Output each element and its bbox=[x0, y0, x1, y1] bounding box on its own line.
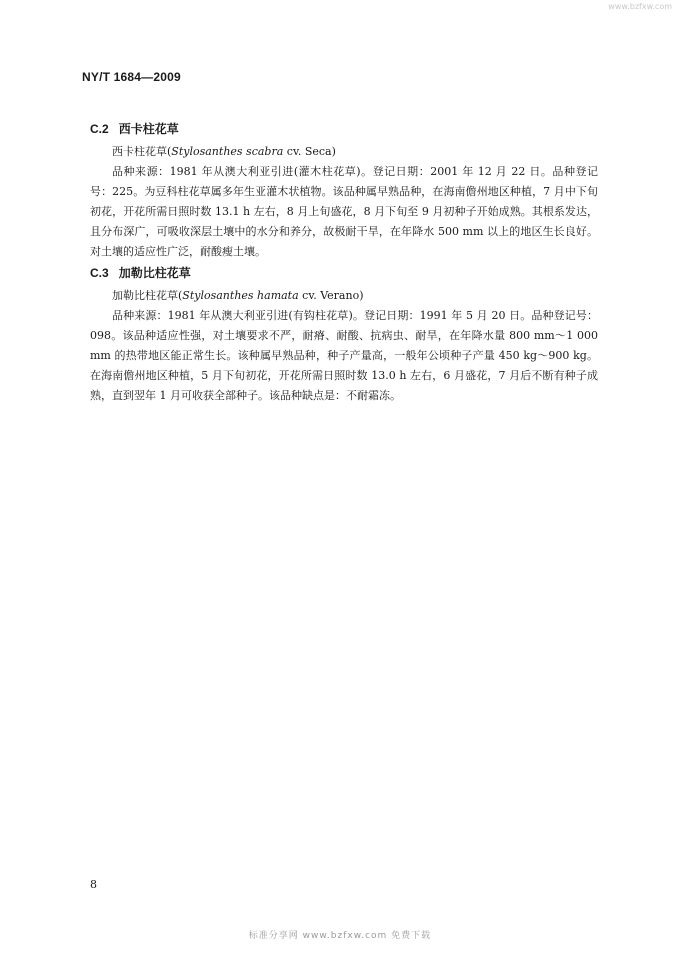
page-number: 8 bbox=[90, 878, 97, 891]
section-title: 西卡柱花草 bbox=[118, 122, 179, 136]
section-title: 加勒比柱花草 bbox=[118, 266, 191, 280]
variety-description: 品种来源：1981 年从澳大利亚引进(灌木柱花草)。登记日期：2001 年 12 月 22 日。品种登记号：225。为豆科柱花草属多年生亚灌木状植物。该品种属早熟品种，在海南儋州地区种植，7 月中下旬初花，开花所需日照时数 13.1 h 左右，8 月上旬盛花，8 月下旬至 9 月初种子开始成熟。其根系发达，且分布深广，可吸收深层土壤中的水分和养分，故极耐干旱，在年降水 500 mm 以上的地区生长良好。对土壤的适应性广泛，耐酸瘦土壤。 bbox=[90, 165, 598, 258]
section-body-c3 bbox=[90, 286, 598, 406]
corner-watermark: www.bzfxw.com bbox=[608, 2, 672, 11]
variety-name-latin: Stylosanthes hamata bbox=[182, 289, 299, 302]
variety-name-cv: cv. Seca) bbox=[283, 145, 336, 158]
section-heading-c2 bbox=[90, 120, 179, 137]
variety-name-line bbox=[90, 286, 598, 306]
section-number: C.2 bbox=[90, 122, 109, 136]
section-heading-c3 bbox=[90, 264, 191, 281]
variety-name-line bbox=[90, 142, 598, 162]
footer-watermark: 标准分享网 www.bzfxw.com 免费下载 bbox=[248, 931, 432, 941]
variety-description: 品种来源：1981 年从澳大利亚引进(有钩柱花草)。登记日期：1991 年 5 月 20 日。品种登记号：098。该品种适应性强，对土壤要求不严，耐瘠、耐酸、抗病虫、耐旱，在年降水量 800 mm～1 000 mm 的热带地区能正常生长。该种属早熟品种，种子产量高，一般年公顷种子产量 450 kg～900 kg。在海南儋州地区种植，5 月下旬初花，开花所需日照时数 13.0 h 左右，6 月盛花，7 月后不断有种子成熟，直到翌年 1 月可收获全部种子。该品种缺点是：不耐霜冻。 bbox=[90, 309, 598, 402]
standard-id: NY/T 1684—2009 bbox=[82, 70, 181, 84]
variety-name-cn: 西卡柱花草( bbox=[112, 145, 172, 158]
variety-name-cn: 加勒比柱花草( bbox=[112, 289, 183, 302]
section-body-c2 bbox=[90, 142, 598, 262]
variety-name-latin: Stylosanthes scabra bbox=[171, 145, 284, 158]
variety-name-cv: cv. Verano) bbox=[298, 289, 364, 302]
section-number: C.3 bbox=[90, 266, 109, 280]
